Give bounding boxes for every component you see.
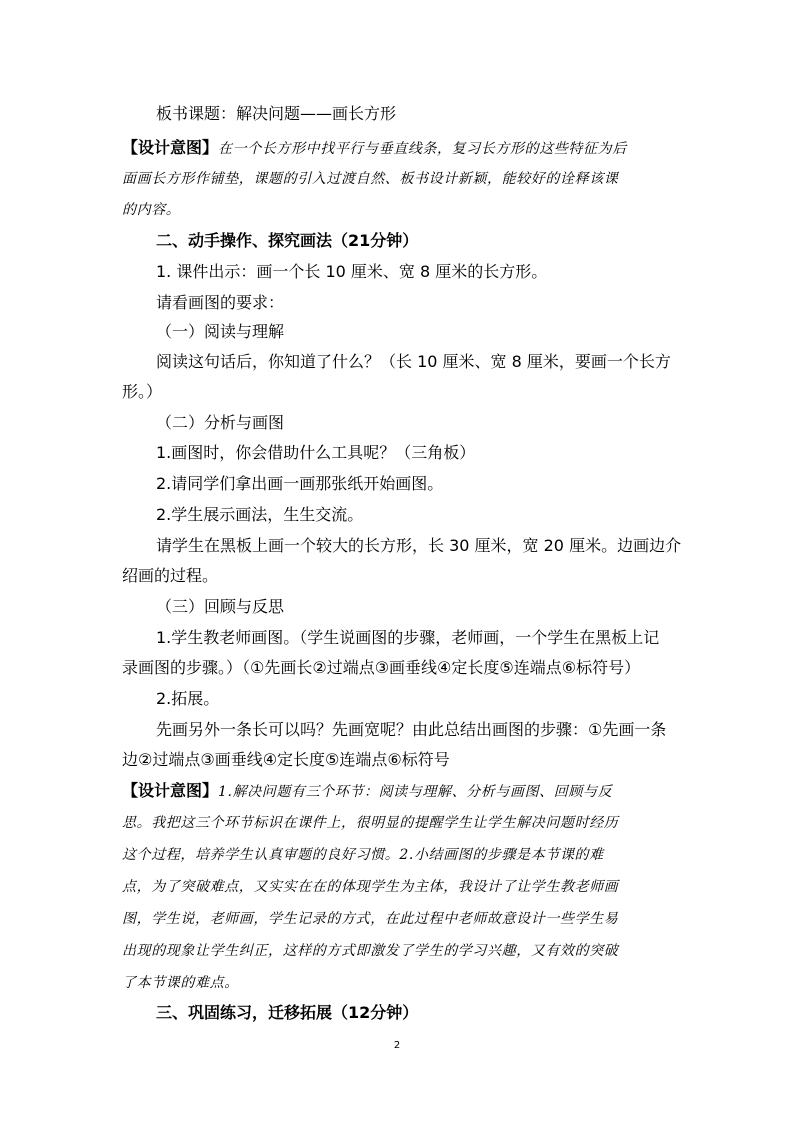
- paragraph-line: 请学生在黑板上画一个较大的长方形，长 30 厘米，宽 20 厘米。边画边介: [156, 536, 682, 555]
- design-intent-1-line2: 面画长方形作铺垫，课题的引入过渡自然、板书设计新颖，能较好的诠释该课: [122, 171, 619, 187]
- paragraph-line: 2.学生展示画法，生生交流。: [156, 505, 364, 524]
- paragraph-line: 2.拓展。: [156, 689, 220, 708]
- design-intent-2-line5: 图，学生说，老师画，学生记录的方式，在此过程中老师故意设计一些学生易: [122, 911, 619, 927]
- paragraph-line: 1.学生教老师画图。（学生说画图的步骤，老师画，一个学生在黑板上记: [156, 628, 660, 647]
- board-title-line: 板书课题：解决问题——画长方形: [156, 104, 397, 123]
- design-intent-2-line1: [122, 781, 682, 802]
- paragraph-line: 录画图的步骤。）（①先画长②过端点③画垂线④定长度⑤连端点⑥标符号）: [122, 658, 641, 677]
- section-heading-2: 二、动手操作、探究画法（21分钟）: [156, 231, 419, 250]
- sub-heading-2: （二）分析与画图: [156, 413, 285, 432]
- design-intent-2-line4: 点，为了突破难点，又实实在在的体现学生为主体，我设计了让学生教老师画: [122, 879, 619, 895]
- sub-heading-3: （三）回顾与反思: [156, 597, 285, 616]
- paragraph-line: 请看画图的要求：: [156, 293, 285, 312]
- design-intent-text: 在一个长方形中找平行与垂直线条，复习长方形的这些特征为后: [218, 141, 627, 157]
- paragraph-line: 边②过端点③画垂线④定长度⑤连端点⑥标符号: [122, 750, 450, 769]
- sub-heading-1: （一）阅读与理解: [156, 322, 285, 341]
- design-intent-2-line2: 思。我把这三个环节标识在课件上，很明显的提醒学生让学生解决问题时经历: [122, 815, 619, 831]
- design-intent-1-line1: [122, 138, 682, 159]
- design-intent-2-line3: 这个过程，培养学生认真审题的良好习惯。2.小结画图的步骤是本节课的难: [122, 847, 604, 863]
- paragraph-line: 形。）: [122, 382, 163, 401]
- design-intent-2-line7: 了本节课的难点。: [122, 975, 239, 991]
- paragraph-line: 1. 课件出示：画一个长 10 厘米、宽 8 厘米的长方形。: [156, 262, 548, 281]
- design-intent-2-line6: 出现的现象让学生纠正，这样的方式即激发了学生的学习兴趣，又有效的突破: [122, 943, 619, 959]
- paragraph-line: 绍画的过程。: [122, 566, 219, 585]
- paragraph-line: 2.请同学们拿出画一画那张纸开始画图。: [156, 474, 444, 493]
- design-intent-1-line3: 的内容。: [122, 202, 181, 218]
- page-number: 2: [393, 1040, 401, 1051]
- design-intent-tag: 【设计意图】: [122, 138, 219, 157]
- section-heading-3: 三、巩固练习，迁移拓展（12分钟）: [156, 1003, 419, 1022]
- design-intent-text: 1.解决问题有三个环节：阅读与理解、分析与画图、回顾与反: [218, 784, 613, 800]
- paragraph-line: 阅读这句话后，你知道了什么？（长 10 厘米、宽 8 厘米，要画一个长方: [156, 352, 671, 371]
- design-intent-tag: 【设计意图】: [122, 781, 219, 800]
- paragraph-line: 先画另外一条长可以吗？先画宽呢？由此总结出画图的步骤：①先画一条: [156, 720, 667, 739]
- paragraph-line: 1.画图时，你会借助什么工具呢？（三角板）: [156, 443, 476, 462]
